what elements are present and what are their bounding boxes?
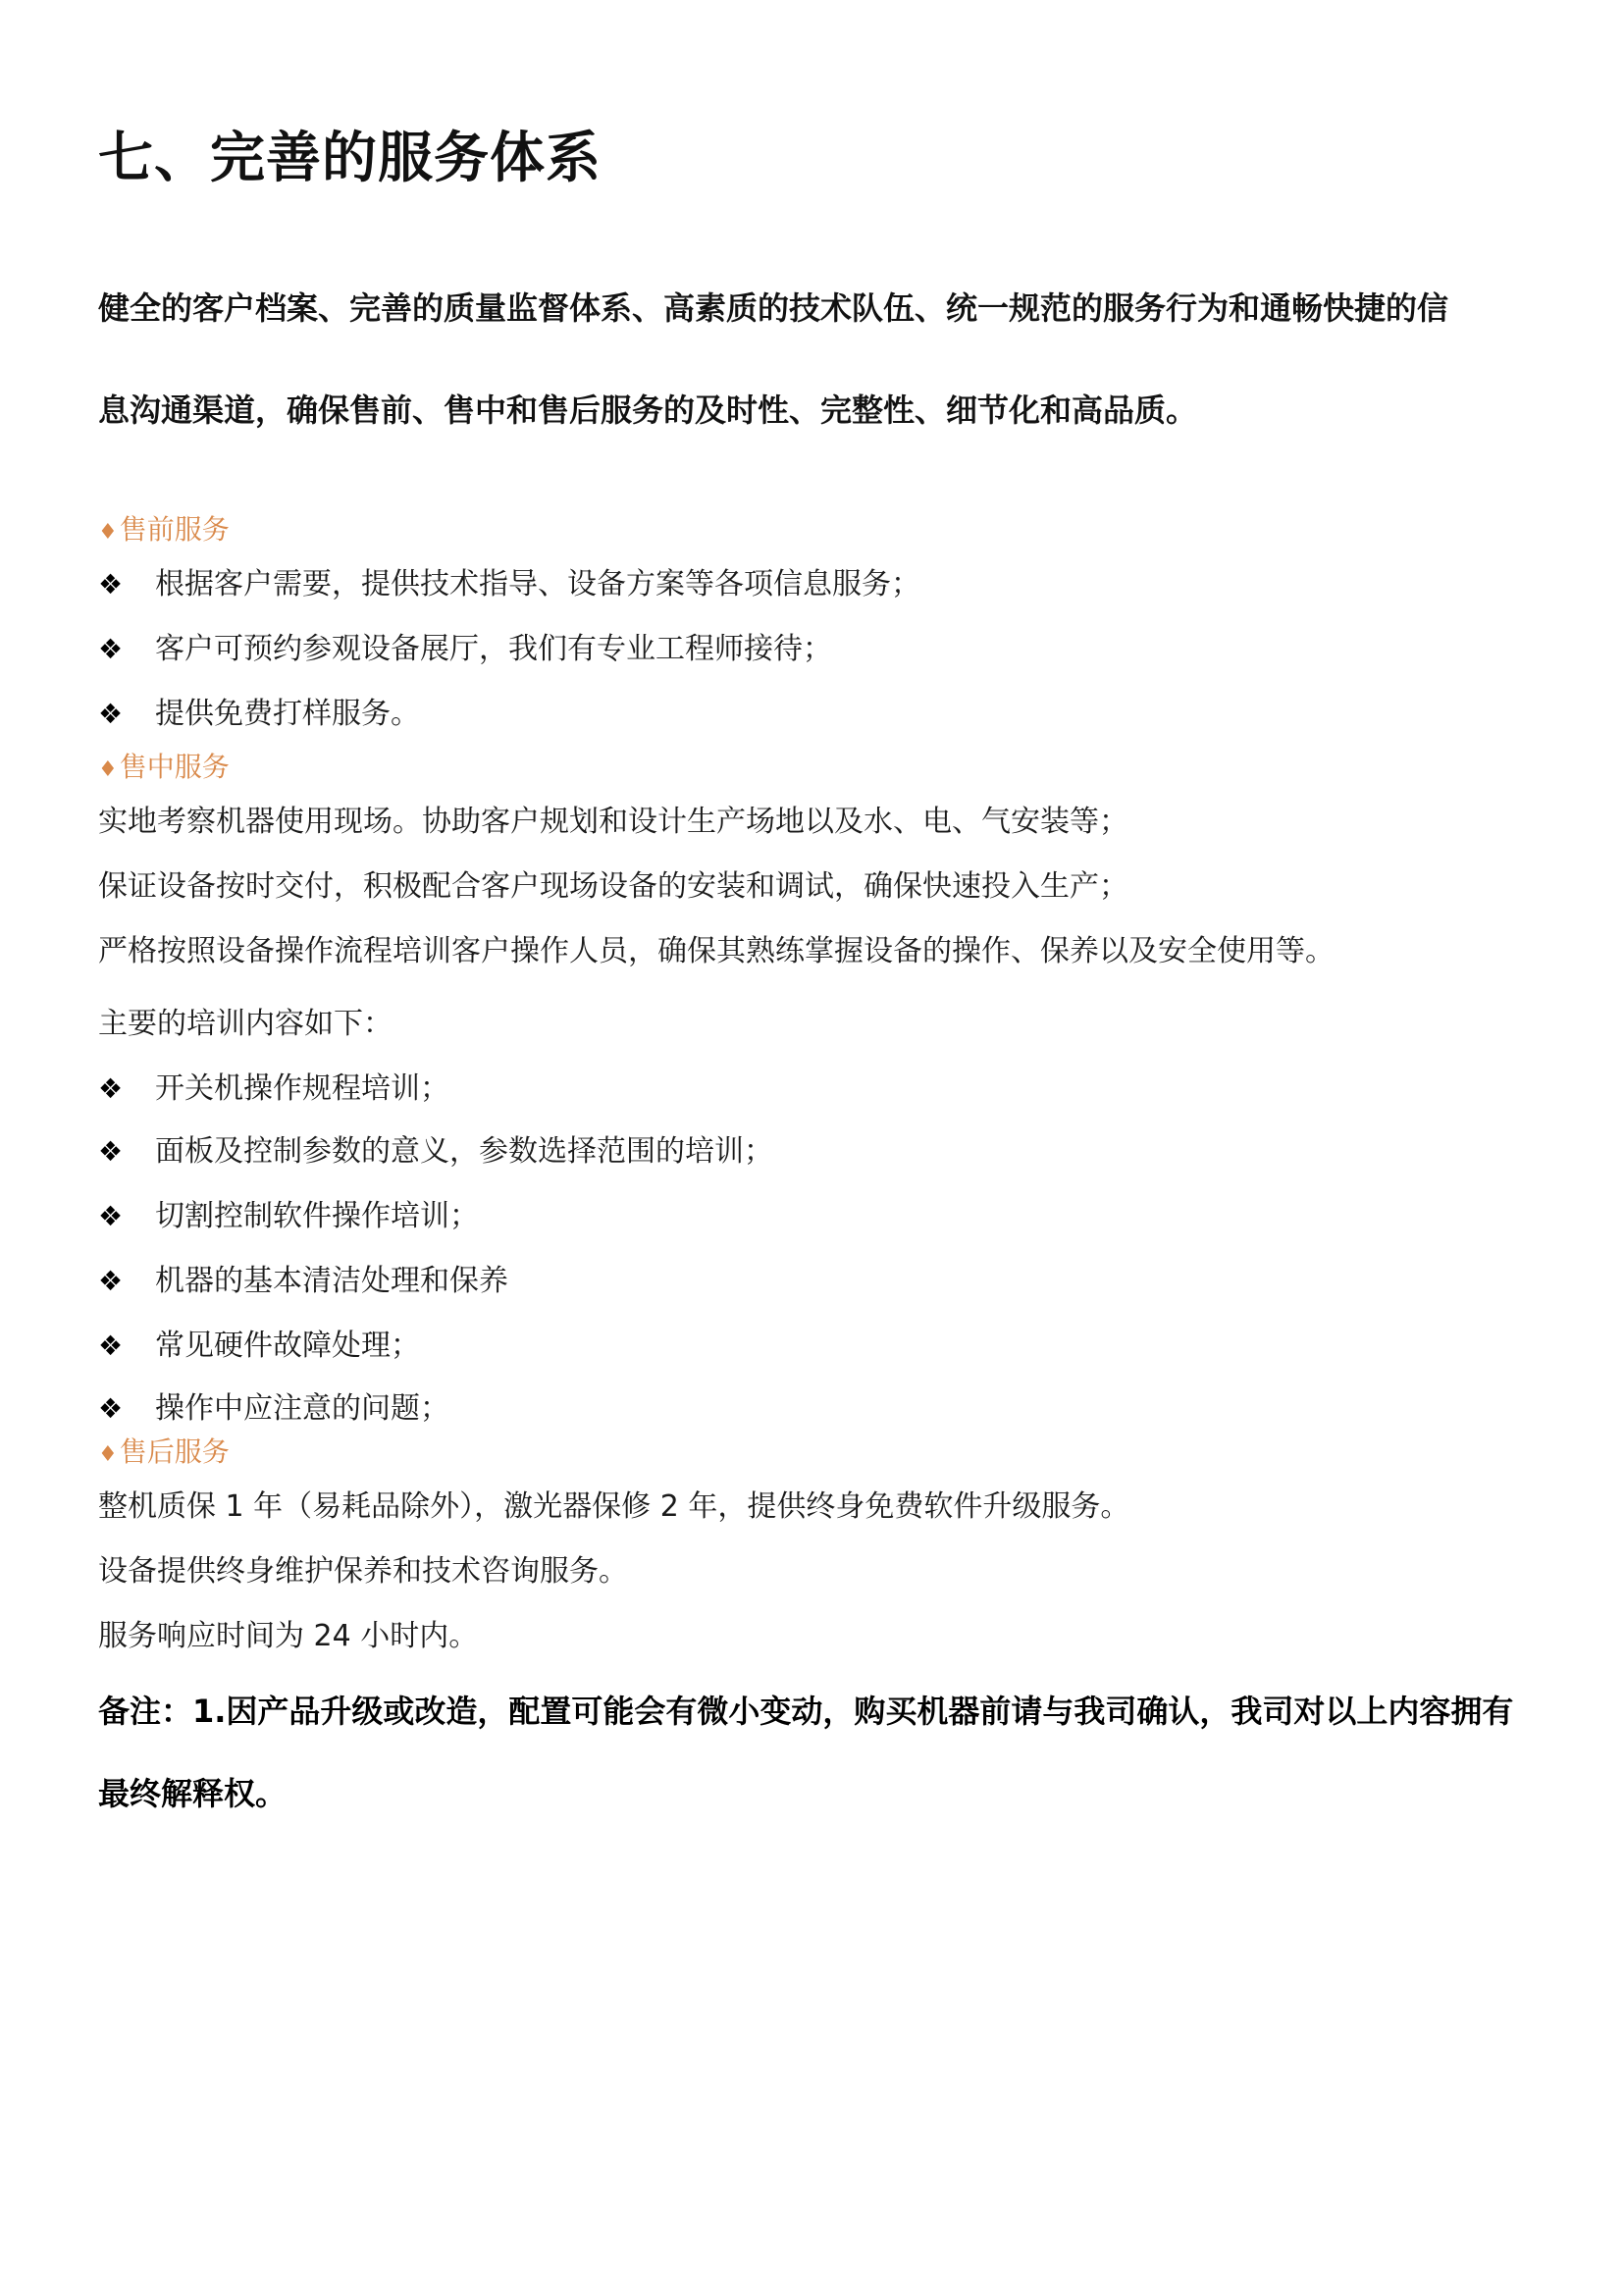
intro-line-2: 息沟通渠道，确保售前、售中和售后服务的及时性、完整性、细节化和高品质。 (98, 391, 1198, 429)
section-label-text: 售后服务 (119, 1435, 230, 1468)
bullet-diamond-icon: ❖ (98, 1200, 124, 1232)
list-item (98, 1130, 773, 1174)
diamond-icon: ♦ (98, 757, 118, 782)
bullet-diamond-icon: ❖ (98, 568, 124, 600)
bullet-diamond-icon: ❖ (98, 1392, 124, 1425)
bullet-diamond-icon: ❖ (98, 698, 124, 730)
intro-line-1: 健全的客户档案、完善的质量监督体系、高素质的技术队伍、统一规范的服务行为和通畅快捷的信 (98, 289, 1449, 327)
paragraph-line: 整机质保 1 年（易耗品除外），激光器保修 2 年，提供终身免费软件升级服务。 (98, 1489, 1130, 1524)
list-item (98, 693, 420, 736)
list-item-text: 常见硬件故障处理； (155, 1329, 420, 1363)
list-item (98, 563, 920, 606)
bullet-diamond-icon: ❖ (98, 1072, 124, 1105)
bullet-diamond-icon: ❖ (98, 1135, 124, 1168)
bullet-diamond-icon: ❖ (98, 1265, 124, 1297)
list-item-text: 面板及控制参数的意义，参数选择范围的培训； (155, 1134, 773, 1169)
list-item (98, 1387, 449, 1431)
paragraph-line: 保证设备按时交付，积极配合客户现场设备的安装和调试，确保快速投入生产； (98, 869, 1128, 904)
paragraph-line: 主要的培训内容如下： (98, 1007, 393, 1041)
list-item (98, 1325, 420, 1368)
section-label-text: 售中服务 (119, 751, 230, 783)
paragraph-line: 设备提供终身维护保养和技术咨询服务。 (98, 1554, 628, 1589)
note-line-1: 备注：1.因产品升级或改造，配置可能会有微小变动，购买机器前请与我司确认，我司对以上内容拥有 (98, 1693, 1514, 1730)
section-label-after-sale (98, 1433, 230, 1475)
page-title: 七、完善的服务体系 (98, 127, 602, 190)
list-item-text: 操作中应注意的问题； (155, 1391, 449, 1426)
note-line-2: 最终解释权。 (98, 1775, 288, 1812)
list-item (98, 1068, 449, 1111)
section-label-pre-sale (98, 510, 230, 552)
section-label-text: 售前服务 (119, 513, 230, 546)
section-label-in-sale (98, 748, 230, 790)
list-item-text: 开关机操作规程培训； (155, 1071, 449, 1106)
list-item-text: 切割控制软件操作培训； (155, 1199, 479, 1233)
bullet-diamond-icon: ❖ (98, 633, 124, 665)
paragraph-line: 严格按照设备操作流程培训客户操作人员，确保其熟练掌握设备的操作、保养以及安全使用等。 (98, 934, 1335, 968)
list-item (98, 1195, 479, 1238)
list-item-text: 客户可预约参观设备展厅，我们有专业工程师接待； (155, 632, 832, 666)
list-item (98, 1260, 508, 1303)
bullet-diamond-icon: ❖ (98, 1330, 124, 1362)
paragraph-line: 服务响应时间为 24 小时内。 (98, 1619, 479, 1653)
list-item-text: 机器的基本清洁处理和保养 (155, 1264, 508, 1298)
list-item-text: 提供免费打样服务。 (155, 697, 420, 731)
paragraph-line: 实地考察机器使用现场。协助客户规划和设计生产场地以及水、电、气安装等； (98, 805, 1128, 839)
diamond-icon: ♦ (98, 520, 118, 545)
diamond-icon: ♦ (98, 1442, 118, 1467)
list-item (98, 628, 832, 671)
list-item-text: 根据客户需要，提供技术指导、设备方案等各项信息服务； (155, 567, 920, 601)
